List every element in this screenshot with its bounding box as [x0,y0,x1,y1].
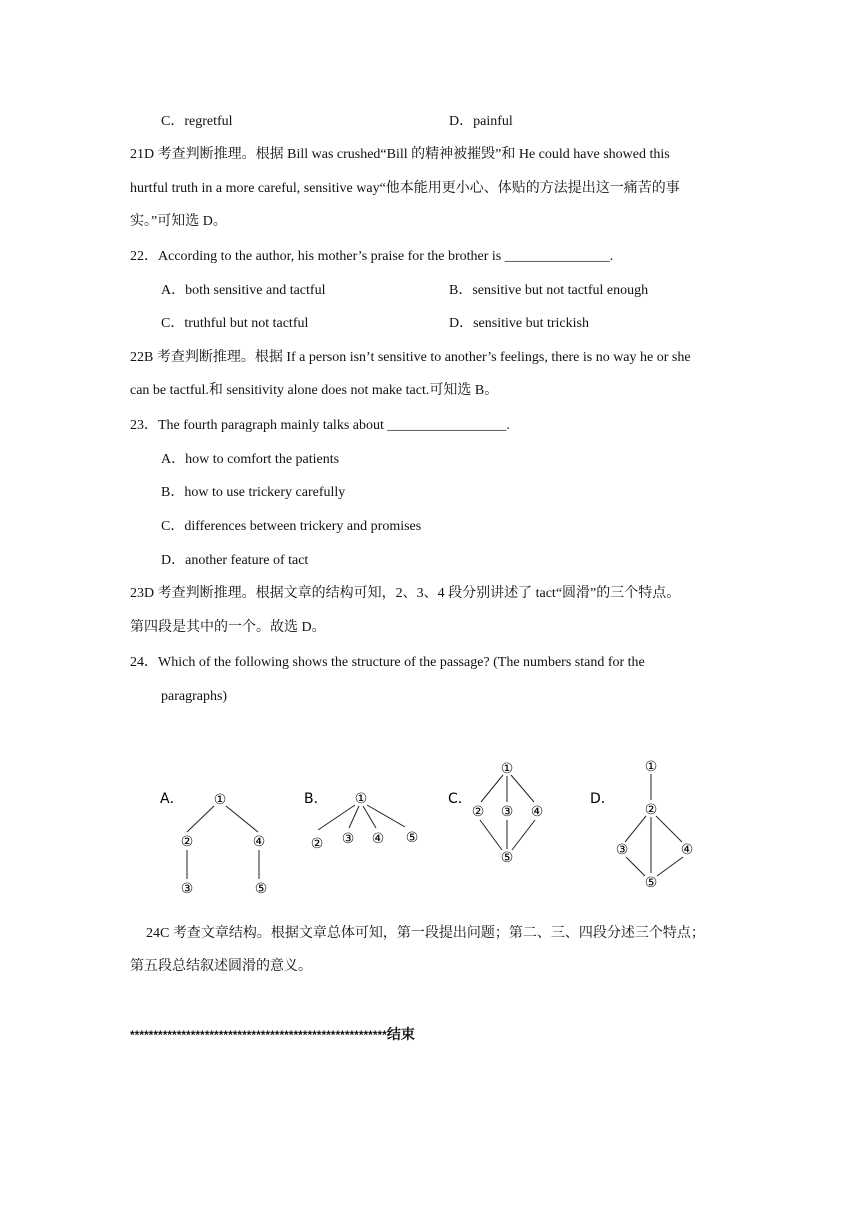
diagram-d-node-1: ① [644,759,658,775]
q22-stem: 22．According to the author, his mother’s praise for the brother is _______________. [130,249,614,264]
diagram-c-node-5: ⑤ [500,850,514,866]
q21-explanation-line2: hurtful truth in a more careful, sensitive way“他本能用更小心、体贴的方法提出这一痛苦的事 [130,181,680,196]
diagram-a-node-2: ② [180,834,194,850]
q23-explanation-line1: 23D 考查判断推理。根据文章的结构可知，2、3、4 段分别讲述了 tact“圆滑”的三个特点。 [130,586,681,601]
q21-explanation-line3: 实。”可知选 D。 [130,214,227,229]
q21-option-c: C．regretful [161,114,233,129]
q24-explanation-line1: 24C 考查文章结构。根据文章总体可知，第一段提出问题；第二、三、四段分述三个特点； [146,926,705,941]
diagram-b-node-2: ② [310,836,324,852]
diagram-c-node-4: ④ [530,804,544,820]
q21-option-d: D．painful [449,114,513,129]
end-marker [130,1024,415,1044]
q22-explanation-line2: can be tactful.和 sensitivity alone does not make tact.可知选 B。 [130,383,499,398]
q23-option-a: A．how to comfort the patients [161,452,340,467]
q22-option-b: B．sensitive but not tactful enough [449,283,649,298]
diagram-a-node-1: ① [213,792,227,808]
q23-explanation-line2: 第四段是其中的一个。故选 D。 [130,620,326,635]
q22-option-c: C．truthful but not tactful [161,316,309,331]
diagram-c-node-1: ① [500,761,514,777]
diagram-b-node-1: ① [354,791,368,807]
q23-option-b: B．how to use trickery carefully [161,485,346,500]
diagram-b-node-3: ③ [341,831,355,847]
diagram-d-node-2: ② [644,802,658,818]
q23-option-c: C．differences between trickery and promises [161,519,422,534]
q24-stem-line2: paragraphs) [161,689,228,704]
end-marker-stars: ******************************************************* [130,1028,387,1042]
diagram-a-label: A． [160,791,184,807]
diagram-b-label: B． [304,791,328,807]
diagram-d-node-3: ③ [615,842,629,858]
q21-explanation-line1: 21D 考查判断推理。根据 Bill was crushed“Bill 的精神被摧毁”和 He could have showed this [130,147,670,162]
structure-diagrams [0,740,860,910]
diagram-c-node-3: ③ [500,804,514,820]
q24-stem-line1: 24．Which of the following shows the structure of the passage? (The numbers stand for the [130,655,645,670]
q23-option-d: D．another feature of tact [161,553,309,568]
q23-stem: 23．The fourth paragraph mainly talks about _________________. [130,418,510,433]
q22-explanation-line1: 22B 考查判断推理。根据 If a person isn’t sensitive to another’s feelings, there is no way he or she [130,350,691,365]
diagram-lines [187,774,683,879]
end-marker-text: 结束 [386,1027,415,1043]
diagram-a-node-5: ⑤ [254,881,268,897]
diagram-d-node-5: ⑤ [644,875,658,891]
diagram-b-node-5: ⑤ [405,830,419,846]
diagram-a-node-4: ④ [252,834,266,850]
diagram-a-node-3: ③ [180,881,194,897]
q22-option-d: D．sensitive but trickish [449,316,589,331]
diagram-b-node-4: ④ [371,831,385,847]
diagram-c-label: C． [448,791,472,807]
diagram-d-label: D． [590,791,615,807]
diagram-d-node-4: ④ [680,842,694,858]
q22-option-a: A．both sensitive and tactful [161,283,326,298]
diagram-c-node-2: ② [471,804,485,820]
q24-explanation-line2: 第五段总结叙述圆滑的意义。 [130,959,312,974]
